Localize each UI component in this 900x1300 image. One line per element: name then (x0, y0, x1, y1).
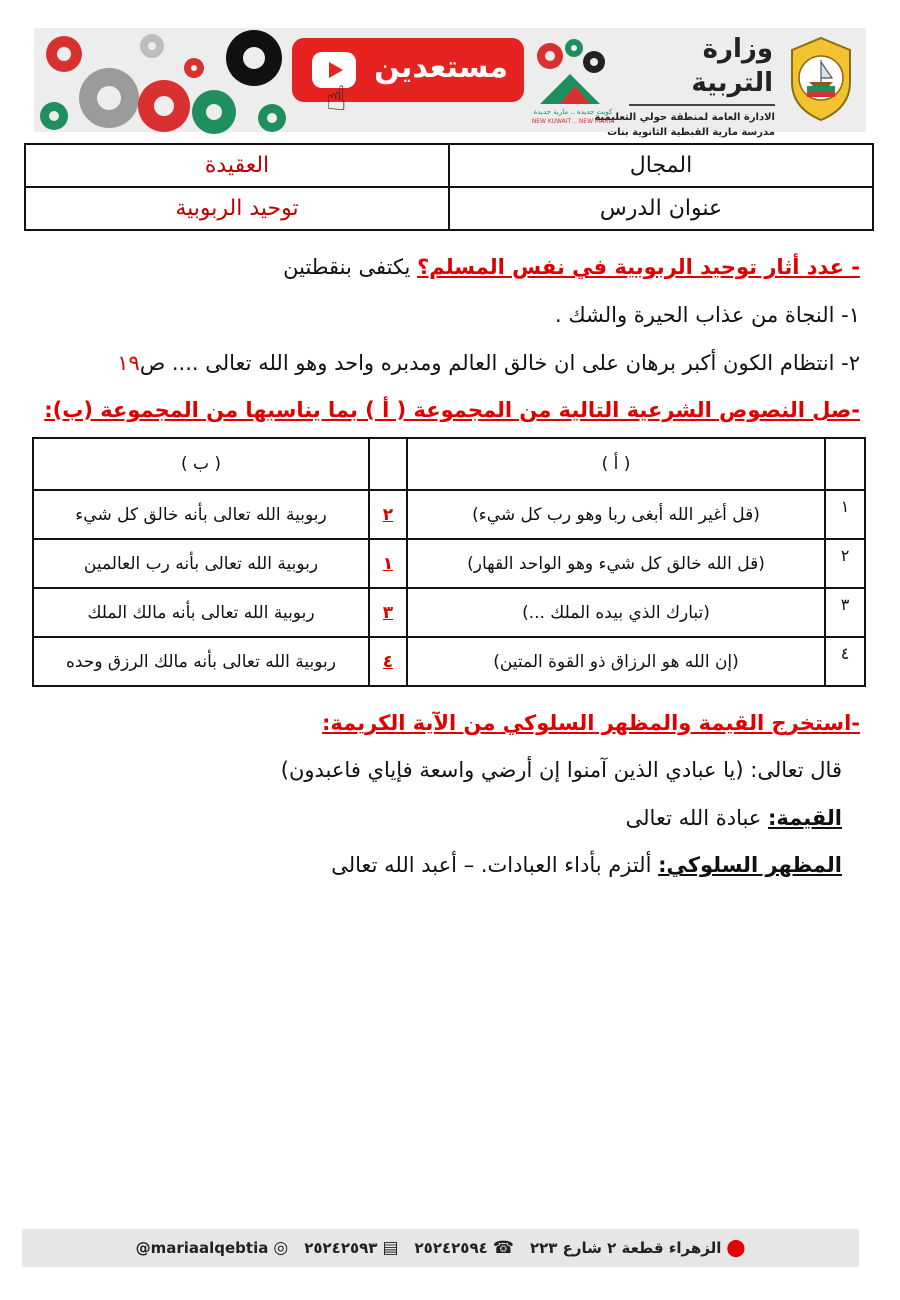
lesson-title-value: توحيد الربوبية (25, 187, 449, 230)
table-row (33, 637, 865, 686)
value-text: عبادة الله تعالى (625, 806, 769, 830)
text-a: (تبارك الذي بيده الملك ...) (407, 588, 825, 637)
question-1 (283, 255, 860, 279)
row-number: ٤ (825, 637, 865, 686)
divider (629, 104, 775, 106)
field-value: العقيدة (25, 144, 449, 187)
answer-2-text: ٢- انتظام الكون أكبر برهان على ان خالق العالم ومدبره واحد وهو الله تعالى .... ص (139, 351, 860, 375)
answer-key: ٣ (369, 588, 407, 637)
instagram-handle: @mariaalqebtia (135, 1239, 269, 1257)
footer-instagram[interactable] (136, 1239, 289, 1257)
table-header-row (33, 438, 865, 490)
page-reference: ١٩ (117, 351, 140, 375)
footer-phone (415, 1239, 514, 1257)
table-row (33, 539, 865, 588)
text-b: ربوبية الله تعالى بأنه خالق كل شيء (33, 490, 369, 539)
question-2-text: -صل النصوص الشرعية التالية من المجموعة ( أ ) بما يناسبها من المجموعة (ب): (44, 398, 860, 422)
row-number: ٢ (825, 539, 865, 588)
logo-caption-en: NEW KUWAIT .. NEW MARIA (531, 118, 615, 125)
text-b: ربوبية الله تعالى بأنه مالك الملك (33, 588, 369, 637)
answer-1: ١- النجاة من عذاب الحيرة والشك . (554, 303, 860, 327)
address-text: الزهراء قطعة ٢ شارع ٢٢٣ (529, 1239, 722, 1257)
header-key-cell (369, 438, 407, 490)
fax-text: ٢٥٢٤٢٥٩٣ (304, 1239, 378, 1257)
text-a: (قل أغير الله أبغى ربا وهو رب كل شيء) (407, 490, 825, 539)
location-pin-icon: ⬤ (726, 1237, 746, 1258)
header-group-a: ( أ ) (407, 438, 825, 490)
row-number: ١ (825, 490, 865, 539)
question-2 (44, 398, 860, 422)
text-b: ربوبية الله تعالى بأنه مالك الرزق وحده (33, 637, 369, 686)
gears-decoration (34, 28, 284, 132)
logo-caption: كويت جديدة .. مارية جديدة (533, 108, 613, 116)
text-b: ربوبية الله تعالى بأنه رب العالمين (33, 539, 369, 588)
printer-icon: ▤ (382, 1237, 399, 1258)
header-num-cell (825, 438, 865, 490)
question-3 (322, 711, 860, 735)
ministry-subtitle-school: مدرسة مارية القبطية الثانوية بنات (607, 127, 775, 138)
value-label: القيمة: (768, 806, 842, 830)
instagram-icon: ◎ (273, 1237, 289, 1258)
question-1-note: يكتفى بنقطتين (283, 255, 418, 279)
text-a: (قل الله خالق كل شيء وهو الواحد القهار) (407, 539, 825, 588)
ministry-subtitle-district: الادارة العامة لمنطقة حولي التعليمية (594, 112, 775, 123)
footer-address (530, 1239, 745, 1257)
field-label: المجال (449, 144, 873, 187)
header-banner (34, 28, 866, 138)
answer-key: ٢ (369, 490, 407, 539)
lesson-info-table (24, 143, 874, 231)
pointer-hand-icon: ☝ (326, 79, 347, 119)
table-row (33, 490, 865, 539)
footer-bar (22, 1229, 859, 1267)
ministry-block (594, 32, 779, 138)
lesson-title-label: عنوان الدرس (449, 187, 873, 230)
text-a: (إن الله هو الرزاق ذو القوة المتين) (407, 637, 825, 686)
matching-table (32, 437, 866, 687)
answer-key: ٤ (369, 637, 407, 686)
answer-2 (117, 351, 860, 375)
table-row (33, 588, 865, 637)
behavior-text: ألتزم بأداء العبادات. – أعبد الله تعالى (331, 853, 659, 877)
question-1-text: - عدد أثار توحيد الربوبية في نفس المسلم؟ (417, 255, 860, 279)
header-group-b: ( ب ) (33, 438, 369, 490)
kuwait-emblem-icon (784, 34, 858, 124)
question-3-text: -استخرج القيمة والمظهر السلوكي من الآية الكريمة: (322, 711, 860, 735)
phone-icon: ☎ (492, 1237, 514, 1258)
behavior-line (331, 853, 842, 877)
value-line (626, 806, 842, 830)
behavior-label: المظهر السلوكي: (658, 853, 842, 877)
phone-text: ٢٥٢٤٢٥٩٤ (414, 1239, 488, 1257)
answer-key: ١ (369, 539, 407, 588)
ministry-title: وزارة التربية (691, 34, 773, 98)
row-number: ٣ (825, 588, 865, 637)
youtube-button-label: مستعدين (374, 50, 508, 85)
footer-fax (304, 1239, 398, 1257)
verse: قال تعالى: (يا عبادي الذين آمنوا إن أرضي واسعة فإياي فاعبدون) (280, 758, 842, 782)
